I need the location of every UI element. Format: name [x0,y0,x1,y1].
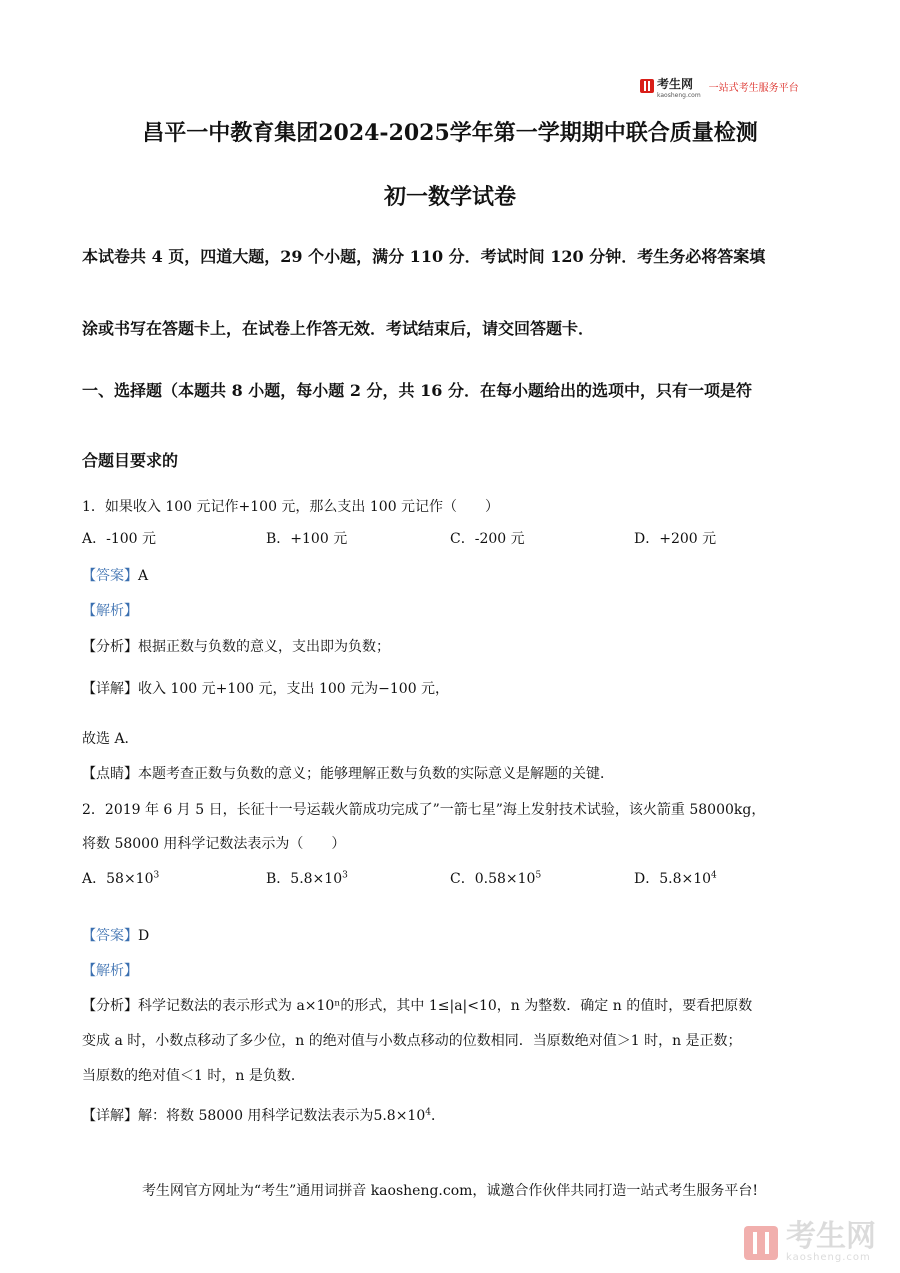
option-exp: 4 [711,870,717,881]
q2-answer [82,925,149,945]
detail-exp: 4 [425,1107,431,1118]
option-label: D． [634,871,660,887]
watermark-text: 考生网 [786,1219,876,1254]
q2-fenxi-3: 当原数的绝对值＜1 时，n 是负数． [82,1068,305,1084]
intro-line-2: 涂或书写在答题卡上，在试卷上作答无效．考试结束后，请交回答题卡． [82,319,595,338]
option-label: C． [450,871,475,887]
logo-text: 考生网 [657,77,694,91]
section1-heading: 一、选择题（本题共 8 小题，每小题 2 分，共 16 分．在每小题给出的选项中，只有一项是符 [82,381,752,400]
q1-comment [82,763,614,783]
logo-slogan: 一站式考生服务平台 [708,82,799,94]
option-exp: 5 [535,870,542,881]
logo-text-block [657,73,701,99]
q1-analysis-tag: 【解析】 [82,603,138,619]
option-base: 58×10 [106,871,154,887]
q1-detail [82,678,449,698]
q2-option-c [450,868,541,888]
option-label: A． [82,871,107,887]
intro-line-1: 本试卷共 4 页，四道大题，29 个小题，满分 110 分．考试时间 120 分钟．考生务必将答案填 [82,247,766,266]
q1-option-c: C．-200 元 [450,531,525,547]
option-base: 0.58×10 [474,871,536,887]
answer-tag: 【答案】 [82,928,138,944]
section1-heading-cont: 合题目要求的 [82,451,179,470]
answer-value: D [138,928,150,944]
q1-option-a: A．-100 元 [82,531,157,547]
q2-fenxi-1 [82,995,752,1015]
fenxi-text: 根据正数与负数的意义，支出即为负数； [138,639,390,655]
watermark [744,1219,876,1263]
footer-text: 考生网官方网址为“考生”通用词拼音 kaosheng.com，诚邀合作伙伴共同打造一站式考生服务平台! [141,1183,759,1199]
exam-title: 昌平一中教育集团2024-2025学年第一学期期中联合质量检测 [142,120,758,146]
detail-text: 解：将数 58000 用科学记数法表示为 [138,1108,374,1124]
detail-tag: 【详解】 [82,681,138,697]
q2-analysis-tag: 【解析】 [82,963,138,979]
q2-option-b [266,868,348,888]
q1-fenxi [82,636,390,656]
q2-option-a [82,868,159,888]
q1-option-b: B．+100 元 [266,531,348,547]
fenxi-tag: 【分析】 [82,998,138,1014]
q2-fenxi-2: 变成 a 时，小数点移动了多少位，n 的绝对值与小数点移动的位数相同．当原数绝对值＞1 时，n 是正数； [82,1033,742,1049]
logo-domain: kaosheng.com [657,92,701,99]
watermark-text-block [786,1219,876,1263]
detail-base: 5.8×10 [373,1108,426,1124]
kaosheng-logo-icon [640,79,654,93]
q1-conclusion: 故选 A． [82,731,139,747]
header-logo [640,73,799,99]
option-base: 5.8×10 [659,871,712,887]
fenxi-text: 科学记数法的表示形式为 a×10ⁿ的形式，其中 1≤|a|<10，n 为整数．确定 n 的值时，要看把原数 [138,998,753,1014]
fenxi-tag: 【分析】 [82,639,138,655]
option-exp: 3 [342,870,348,881]
q1-answer [82,565,148,585]
answer-value: A [138,568,149,584]
detail-end: ． [430,1108,445,1124]
detail-tag: 【详解】 [82,1108,138,1124]
comment-text: 本题考查正数与负数的意义；能够理解正数与负数的实际意义是解题的关键． [138,766,614,782]
option-label: B． [266,871,291,887]
q1-stem: 1．如果收入 100 元记作+100 元，那么支出 100 元记作（ ） [82,499,500,515]
answer-tag: 【答案】 [82,568,138,584]
q2-detail [82,1105,445,1125]
option-exp: 3 [153,870,160,881]
option-base: 5.8×10 [290,871,343,887]
q2-option-d [634,868,717,888]
detail-text: 收入 100 元+100 元，支出 100 元为−100 元， [138,681,450,697]
watermark-logo-icon [744,1226,778,1260]
q2-stem-2: 将数 58000 用科学记数法表示为（ ） [82,836,346,852]
q2-stem-1: 2．2019 年 6 月 5 日，长征十一号运载火箭成功完成了”一箭七星”海上发射技术试验，该火箭重 58000kg， [82,802,766,818]
watermark-domain: kaosheng.com [786,1252,871,1263]
exam-subtitle: 初一数学试卷 [383,184,516,210]
comment-tag: 【点睛】 [82,766,138,782]
q1-option-d: D．+200 元 [634,531,717,547]
